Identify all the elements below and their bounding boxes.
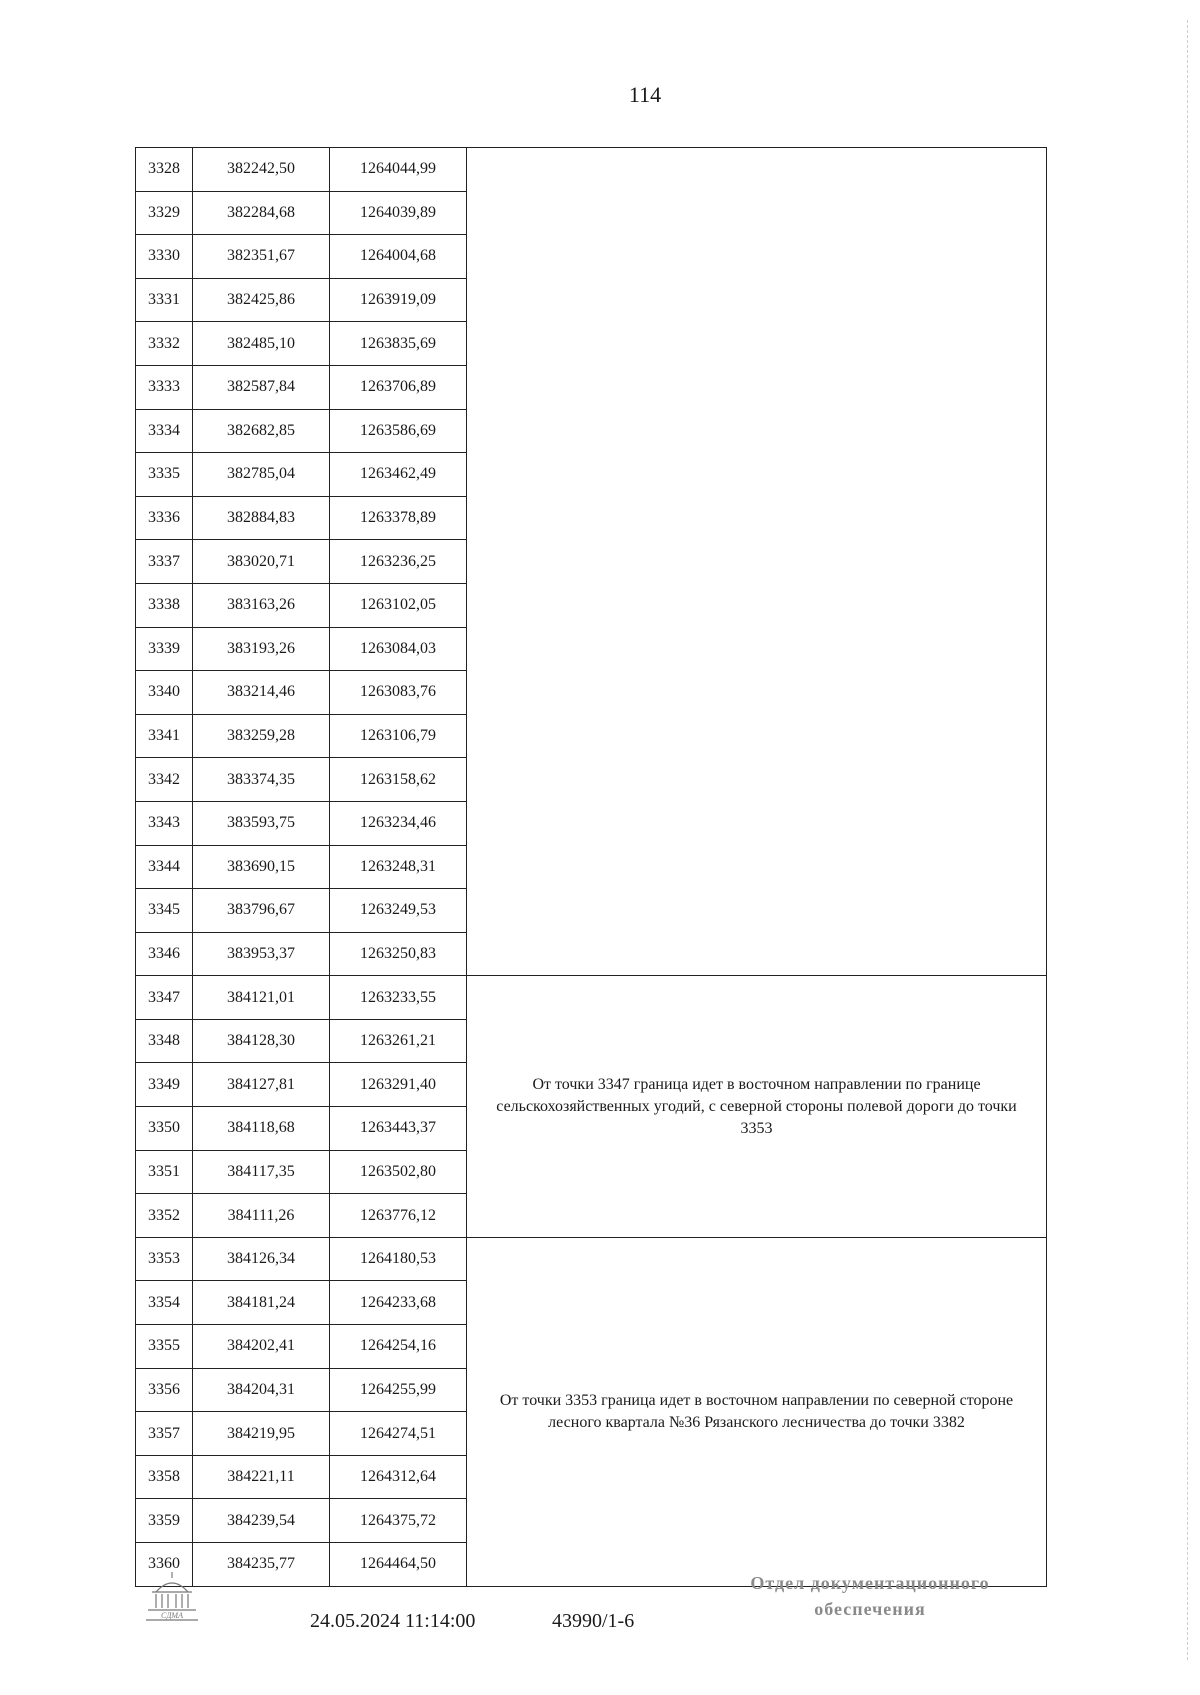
footer-doc-number: 43990/1-6 bbox=[552, 1610, 635, 1632]
x-coordinate-cell: 383953,37 bbox=[193, 932, 330, 976]
x-coordinate-cell: 384127,81 bbox=[193, 1063, 330, 1107]
point-number-cell: 3360 bbox=[136, 1543, 193, 1587]
point-number-cell: 3334 bbox=[136, 409, 193, 453]
y-coordinate-cell: 1264375,72 bbox=[330, 1499, 467, 1543]
x-coordinate-cell: 384239,54 bbox=[193, 1499, 330, 1543]
table-row bbox=[136, 976, 1047, 1020]
page-number: 114 bbox=[628, 82, 662, 107]
x-coordinate-cell: 383193,26 bbox=[193, 627, 330, 671]
point-number-cell: 3343 bbox=[136, 801, 193, 845]
x-coordinate-cell: 382587,84 bbox=[193, 365, 330, 409]
svg-text:СДМА: СДМА bbox=[161, 1611, 183, 1620]
scan-edge bbox=[1187, 20, 1192, 1660]
boundary-description: От точки 3347 граница идет в восточном направлении по границе сельскохозяйственных угодий, с северной стороны полевой дороги до точки 3353 bbox=[467, 976, 1047, 1238]
point-number-cell: 3345 bbox=[136, 889, 193, 933]
x-coordinate-cell: 382242,50 bbox=[193, 148, 330, 192]
y-coordinate-cell: 1263586,69 bbox=[330, 409, 467, 453]
point-number-cell: 3356 bbox=[136, 1368, 193, 1412]
coordinates-table bbox=[135, 147, 1047, 1587]
point-number-cell: 3344 bbox=[136, 845, 193, 889]
y-coordinate-cell: 1263250,83 bbox=[330, 932, 467, 976]
boundary-description bbox=[467, 148, 1047, 976]
x-coordinate-cell: 383593,75 bbox=[193, 801, 330, 845]
x-coordinate-cell: 383796,67 bbox=[193, 889, 330, 933]
point-number-cell: 3342 bbox=[136, 758, 193, 802]
footer-date: 24.05.2024 11:14:00 bbox=[310, 1610, 476, 1632]
y-coordinate-cell: 1264255,99 bbox=[330, 1368, 467, 1412]
x-coordinate-cell: 384118,68 bbox=[193, 1107, 330, 1151]
x-coordinate-cell: 384111,26 bbox=[193, 1194, 330, 1238]
point-number-cell: 3348 bbox=[136, 1019, 193, 1063]
x-coordinate-cell: 384117,35 bbox=[193, 1150, 330, 1194]
point-number-cell: 3350 bbox=[136, 1107, 193, 1151]
y-coordinate-cell: 1263462,49 bbox=[330, 453, 467, 497]
y-coordinate-cell: 1263291,40 bbox=[330, 1063, 467, 1107]
point-number-cell: 3330 bbox=[136, 235, 193, 279]
x-coordinate-cell: 384121,01 bbox=[193, 976, 330, 1020]
y-coordinate-cell: 1263106,79 bbox=[330, 714, 467, 758]
x-coordinate-cell: 384126,34 bbox=[193, 1237, 330, 1281]
point-number-cell: 3332 bbox=[136, 322, 193, 366]
y-coordinate-cell: 1263443,37 bbox=[330, 1107, 467, 1151]
y-coordinate-cell: 1264274,51 bbox=[330, 1412, 467, 1456]
x-coordinate-cell: 382682,85 bbox=[193, 409, 330, 453]
table-row bbox=[136, 148, 1047, 192]
y-coordinate-cell: 1263083,76 bbox=[330, 671, 467, 715]
y-coordinate-cell: 1263236,25 bbox=[330, 540, 467, 584]
y-coordinate-cell: 1263261,21 bbox=[330, 1019, 467, 1063]
point-number-cell: 3329 bbox=[136, 191, 193, 235]
x-coordinate-cell: 384235,77 bbox=[193, 1543, 330, 1587]
department-stamp bbox=[720, 1570, 1020, 1622]
x-coordinate-cell: 383020,71 bbox=[193, 540, 330, 584]
x-coordinate-cell: 382284,68 bbox=[193, 191, 330, 235]
stamp-line-1: Отдел документационного bbox=[750, 1573, 990, 1593]
x-coordinate-cell: 382351,67 bbox=[193, 235, 330, 279]
point-number-cell: 3331 bbox=[136, 278, 193, 322]
point-number-cell: 3338 bbox=[136, 583, 193, 627]
x-coordinate-cell: 384204,31 bbox=[193, 1368, 330, 1412]
y-coordinate-cell: 1264464,50 bbox=[330, 1543, 467, 1587]
y-coordinate-cell: 1264004,68 bbox=[330, 235, 467, 279]
x-coordinate-cell: 384181,24 bbox=[193, 1281, 330, 1325]
x-coordinate-cell: 382485,10 bbox=[193, 322, 330, 366]
y-coordinate-cell: 1264039,89 bbox=[330, 191, 467, 235]
y-coordinate-cell: 1264180,53 bbox=[330, 1237, 467, 1281]
y-coordinate-cell: 1263249,53 bbox=[330, 889, 467, 933]
point-number-cell: 3358 bbox=[136, 1455, 193, 1499]
x-coordinate-cell: 384221,11 bbox=[193, 1455, 330, 1499]
x-coordinate-cell: 384128,30 bbox=[193, 1019, 330, 1063]
point-number-cell: 3333 bbox=[136, 365, 193, 409]
y-coordinate-cell: 1263502,80 bbox=[330, 1150, 467, 1194]
point-number-cell: 3357 bbox=[136, 1412, 193, 1456]
point-number-cell: 3347 bbox=[136, 976, 193, 1020]
point-number-cell: 3352 bbox=[136, 1194, 193, 1238]
table-row bbox=[136, 1237, 1047, 1281]
y-coordinate-cell: 1263835,69 bbox=[330, 322, 467, 366]
y-coordinate-cell: 1264254,16 bbox=[330, 1325, 467, 1369]
boundary-description: От точки 3353 граница идет в восточном направлении по северной стороне лесного квартала №36 Рязанского лесничества до точки 3382 bbox=[467, 1237, 1047, 1586]
building-logo-icon bbox=[142, 1568, 202, 1624]
x-coordinate-cell: 384202,41 bbox=[193, 1325, 330, 1369]
x-coordinate-cell: 383163,26 bbox=[193, 583, 330, 627]
point-number-cell: 3346 bbox=[136, 932, 193, 976]
stamp-line-2: обеспечения bbox=[814, 1599, 926, 1619]
x-coordinate-cell: 384219,95 bbox=[193, 1412, 330, 1456]
x-coordinate-cell: 382785,04 bbox=[193, 453, 330, 497]
y-coordinate-cell: 1263102,05 bbox=[330, 583, 467, 627]
y-coordinate-cell: 1263084,03 bbox=[330, 627, 467, 671]
point-number-cell: 3340 bbox=[136, 671, 193, 715]
point-number-cell: 3339 bbox=[136, 627, 193, 671]
y-coordinate-cell: 1263776,12 bbox=[330, 1194, 467, 1238]
y-coordinate-cell: 1264312,64 bbox=[330, 1455, 467, 1499]
x-coordinate-cell: 382884,83 bbox=[193, 496, 330, 540]
y-coordinate-cell: 1263248,31 bbox=[330, 845, 467, 889]
point-number-cell: 3328 bbox=[136, 148, 193, 192]
x-coordinate-cell: 382425,86 bbox=[193, 278, 330, 322]
y-coordinate-cell: 1264233,68 bbox=[330, 1281, 467, 1325]
point-number-cell: 3353 bbox=[136, 1237, 193, 1281]
point-number-cell: 3336 bbox=[136, 496, 193, 540]
y-coordinate-cell: 1263158,62 bbox=[330, 758, 467, 802]
point-number-cell: 3341 bbox=[136, 714, 193, 758]
point-number-cell: 3359 bbox=[136, 1499, 193, 1543]
y-coordinate-cell: 1263233,55 bbox=[330, 976, 467, 1020]
point-number-cell: 3337 bbox=[136, 540, 193, 584]
y-coordinate-cell: 1263234,46 bbox=[330, 801, 467, 845]
point-number-cell: 3335 bbox=[136, 453, 193, 497]
x-coordinate-cell: 383259,28 bbox=[193, 714, 330, 758]
y-coordinate-cell: 1263919,09 bbox=[330, 278, 467, 322]
y-coordinate-cell: 1263706,89 bbox=[330, 365, 467, 409]
y-coordinate-cell: 1264044,99 bbox=[330, 148, 467, 192]
point-number-cell: 3354 bbox=[136, 1281, 193, 1325]
point-number-cell: 3349 bbox=[136, 1063, 193, 1107]
y-coordinate-cell: 1263378,89 bbox=[330, 496, 467, 540]
x-coordinate-cell: 383214,46 bbox=[193, 671, 330, 715]
point-number-cell: 3355 bbox=[136, 1325, 193, 1369]
x-coordinate-cell: 383690,15 bbox=[193, 845, 330, 889]
point-number-cell: 3351 bbox=[136, 1150, 193, 1194]
x-coordinate-cell: 383374,35 bbox=[193, 758, 330, 802]
